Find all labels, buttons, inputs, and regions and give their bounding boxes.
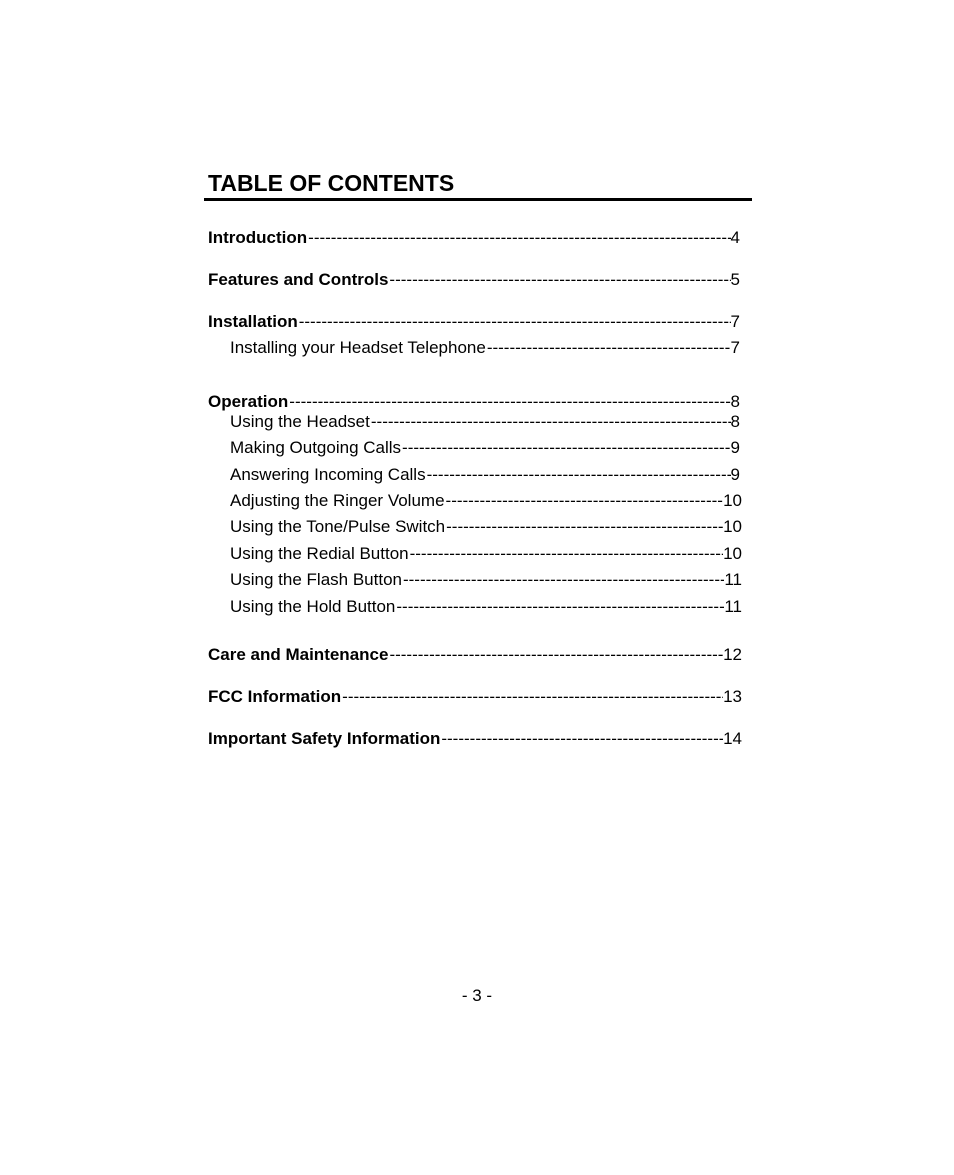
toc-entry-page: 8 [730, 412, 740, 431]
toc-entry-installing-headset[interactable] [230, 337, 740, 359]
toc-entry-operation[interactable] [208, 391, 740, 413]
toc-entry-label: FCC Information [208, 687, 342, 706]
toc-entry-label: Operation [208, 392, 289, 411]
toc-entry-label: Installation [208, 312, 298, 331]
toc-entry-features-and-controls[interactable] [208, 269, 740, 291]
toc-entry-using-headset[interactable] [230, 411, 740, 433]
toc-entry-page: 4 [730, 228, 740, 247]
dot-leader [426, 464, 731, 486]
toc-entry-important-safety-information[interactable] [208, 728, 742, 750]
toc-entry-ringer-volume[interactable] [230, 490, 742, 512]
toc-entry-flash-button[interactable] [230, 569, 742, 591]
toc-entry-label: Features and Controls [208, 270, 389, 289]
toc-entry-page: 9 [730, 465, 740, 484]
page-number: - 3 - [461, 986, 493, 1005]
toc-entry-page: 7 [730, 312, 740, 331]
dot-leader [401, 437, 731, 459]
toc-entry-redial-button[interactable] [230, 543, 742, 565]
toc-entry-label: Introduction [208, 228, 308, 247]
toc-entry-label: Installing your Headset Telephone [230, 338, 486, 357]
toc-entry-incoming-calls[interactable] [230, 464, 740, 486]
toc-entry-page: 10 [723, 544, 742, 563]
dot-leader [388, 269, 730, 291]
dot-leader [395, 596, 724, 618]
toc-entry-label: Important Safety Information [208, 729, 441, 748]
toc-entry-installation[interactable] [208, 311, 740, 333]
dot-leader [388, 644, 723, 666]
toc-entry-label: Using the Tone/Pulse Switch [230, 517, 446, 536]
dot-leader [307, 227, 730, 249]
dot-leader [370, 411, 731, 433]
toc-entry-introduction[interactable] [208, 227, 740, 249]
toc-entry-label: Care and Maintenance [208, 645, 389, 664]
toc-entry-page: 12 [723, 645, 742, 664]
dot-leader [402, 569, 724, 591]
dot-leader [486, 337, 731, 359]
dot-leader [445, 516, 723, 538]
dot-leader [440, 728, 723, 750]
toc-entry-page: 10 [723, 491, 742, 510]
dot-leader [341, 686, 723, 708]
title-underline [204, 198, 752, 201]
page-title: TABLE OF CONTENTS [208, 170, 455, 196]
toc-entry-page: 10 [723, 517, 742, 536]
toc-entry-page: 5 [730, 270, 740, 289]
toc-entry-fcc-information[interactable] [208, 686, 742, 708]
dot-leader [298, 311, 731, 333]
dot-leader [288, 391, 730, 413]
toc-entry-page: 8 [730, 392, 740, 411]
toc-entry-page: 13 [723, 687, 742, 706]
toc-entry-label: Using the Redial Button [230, 544, 409, 563]
toc-entry-page: 7 [730, 338, 740, 357]
toc-entry-hold-button[interactable] [230, 596, 742, 618]
toc-entry-label: Adjusting the Ringer Volume [230, 491, 445, 510]
toc-entry-tone-pulse-switch[interactable] [230, 516, 742, 538]
toc-entry-page: 14 [723, 729, 742, 748]
toc-entry-care-and-maintenance[interactable] [208, 644, 742, 666]
toc-entry-label: Using the Flash Button [230, 570, 402, 589]
toc-entry-page: 11 [724, 570, 742, 589]
toc-entry-outgoing-calls[interactable] [230, 437, 740, 459]
toc-entry-label: Using the Hold Button [230, 597, 396, 616]
toc-entry-page: 11 [724, 597, 742, 616]
toc-entry-page: 9 [730, 438, 740, 457]
toc-entry-label: Answering Incoming Calls [230, 465, 426, 484]
dot-leader [445, 490, 724, 512]
toc-entry-label: Using the Headset [230, 412, 370, 431]
dot-leader [409, 543, 723, 565]
toc-entry-label: Making Outgoing Calls [230, 438, 402, 457]
